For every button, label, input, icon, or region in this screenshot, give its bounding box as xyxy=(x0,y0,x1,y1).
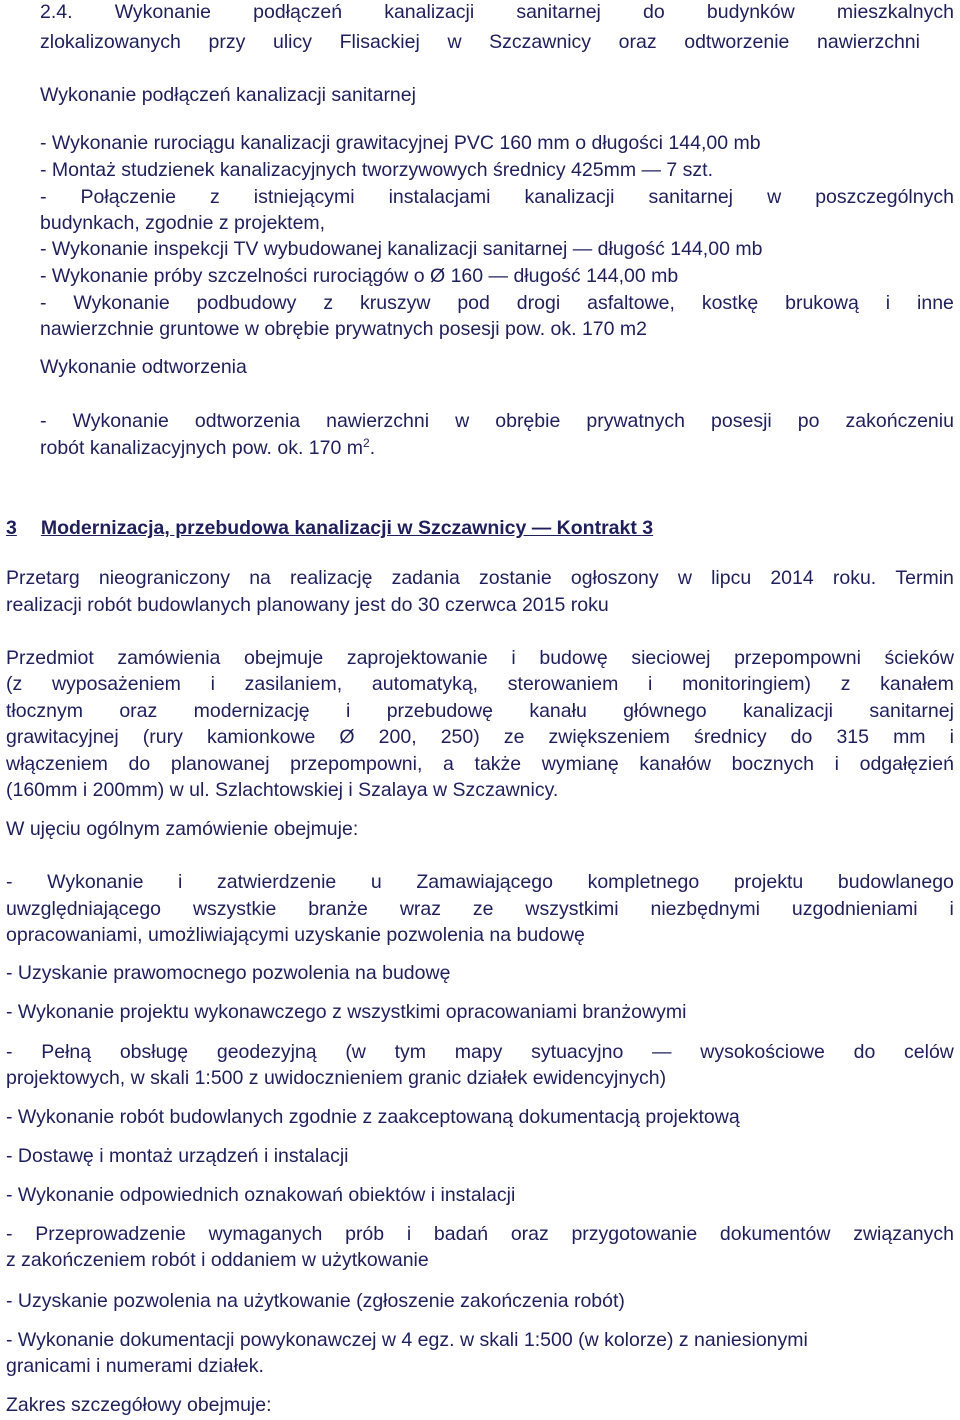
paragraph-line: Przetarg nieograniczony na realizację zadania zostanie ogłoszony w lipcu 2014 roku. Termin xyxy=(6,567,954,589)
list-item: - Wykonanie i zatwierdzenie u Zamawiającego kompletnego projektu budowlanego xyxy=(6,871,954,893)
section-heading-line-1: 2.4. Wykonanie podłączeń kanalizacji sanitarnej do budynków mieszkalnych xyxy=(40,1,954,23)
list-item: - Pełną obsługę geodezyjną (w tym mapy sytuacyjno — wysokościowe do celów xyxy=(6,1041,954,1063)
list-item: - Uzyskanie prawomocnego pozwolenia na budowę xyxy=(6,962,451,984)
list-item: uwzględniającego wszystkie branże wraz ze wszystkimi niezbędnymi uzgodnieniami i xyxy=(6,898,954,920)
paragraph-line: włączeniem do planowanej przepompowni, a także wymianę kanałów bocznych i odgałęzień xyxy=(6,753,954,775)
section-title: Modernizacja, przebudowa kanalizacji w Szczawnicy — Kontrakt 3 xyxy=(40,517,654,539)
list-item: z zakończeniem robót i oddaniem w użytkowanie xyxy=(6,1249,429,1271)
superscript: 2 xyxy=(363,436,370,450)
list-item: projektowych, w skali 1:500 z uwidocznieniem granic działek ewidencyjnych) xyxy=(6,1067,667,1089)
section-heading-line-2: zlokalizowanych przy ulicy Flisackiej w Szczawnicy oraz odtworzenie nawierzchni xyxy=(40,31,920,53)
list-item: nawierzchnie gruntowe w obrębie prywatnych posesji pow. ok. 170 m2 xyxy=(40,318,647,340)
list-item: - Wykonanie robót budowlanych zgodnie z zaakceptowaną dokumentacją projektową xyxy=(6,1106,740,1128)
list-item: - Wykonanie odpowiednich oznakowań obiektów i instalacji xyxy=(6,1184,516,1206)
list-item: - Wykonanie dokumentacji powykonawczej w 4 egz. w skali 1:500 (w kolorze) z naniesionymi xyxy=(6,1329,808,1351)
subheading-connections: Wykonanie podłączeń kanalizacji sanitarnej xyxy=(40,84,416,106)
paragraph-line: tłocznym oraz modernizację i przebudowę kanału głównego kanalizacji sanitarnej xyxy=(6,700,954,722)
list-item: granicami i numerami działek. xyxy=(6,1355,264,1377)
paragraph-line: realizacji robót budowlanych planowany jest do 30 czerwca 2015 roku xyxy=(6,594,609,616)
list-item: budynkach, zgodnie z projektem, xyxy=(40,212,326,234)
list-item: - Wykonanie podbudowy z kruszyw pod drogi asfaltowe, kostkę brukową i inne xyxy=(40,292,954,314)
list-item: - Wykonanie projektu wykonawczego z wszystkimi opracowaniami branżowymi xyxy=(6,1001,687,1023)
section-number: 3 xyxy=(6,517,17,539)
list-item: opracowaniami, umożliwiającymi uzyskanie pozwolenia na budowę xyxy=(6,924,585,946)
general-intro: W ujęciu ogólnym zamówienie obejmuje: xyxy=(6,818,359,840)
list-item: - Uzyskanie pozwolenia na użytkowanie (zgłoszenie zakończenia robót) xyxy=(6,1290,625,1312)
subheading-restoration: Wykonanie odtworzenia xyxy=(40,356,247,378)
list-item: - Wykonanie inspekcji TV wybudowanej kanalizacji sanitarnej — długość 144,00 mb xyxy=(40,238,763,260)
list-item: - Wykonanie odtworzenia nawierzchni w obrębie prywatnych posesji po zakończeniu xyxy=(40,410,954,432)
section-3-heading xyxy=(6,515,653,541)
detail-intro: Zakres szczegółowy obejmuje: xyxy=(6,1394,272,1416)
list-item: - Montaż studzienek kanalizacyjnych tworzywowych średnicy 425mm — 7 szt. xyxy=(40,159,713,181)
paragraph-line: (z wyposażeniem i zasilaniem, automatyką, sterowaniem i monitoringiem) z kanałem xyxy=(6,673,954,695)
list-item: - Dostawę i montaż urządzeń i instalacji xyxy=(6,1145,349,1167)
paragraph-line: (160mm i 200mm) w ul. Szlachtowskiej i Szalaya w Szczawnicy. xyxy=(6,779,559,801)
list-item: - Wykonanie rurociągu kanalizacji grawitacyjnej PVC 160 mm o długości 144,00 mb xyxy=(40,132,761,154)
list-item: - Wykonanie próby szczelności rurociągów o Ø 160 — długość 144,00 mb xyxy=(40,265,679,287)
list-item: - Połączenie z istniejącymi instalacjami kanalizacji sanitarnej w poszczególnych xyxy=(40,186,954,208)
paragraph-line: grawitacyjnej (rury kamionkowe Ø 200, 250) ze zwiększeniem średnicy do 315 mm i xyxy=(6,726,954,748)
list-item: robót kanalizacyjnych pow. ok. 170 $m^2$. xyxy=(40,436,376,459)
list-item: - Przeprowadzenie wymaganych prób i badań oraz przygotowanie dokumentów związanych xyxy=(6,1223,954,1245)
paragraph-line: Przedmiot zamówienia obejmuje zaprojektowanie i budowę sieciowej przepompowni ścieków xyxy=(6,647,954,669)
